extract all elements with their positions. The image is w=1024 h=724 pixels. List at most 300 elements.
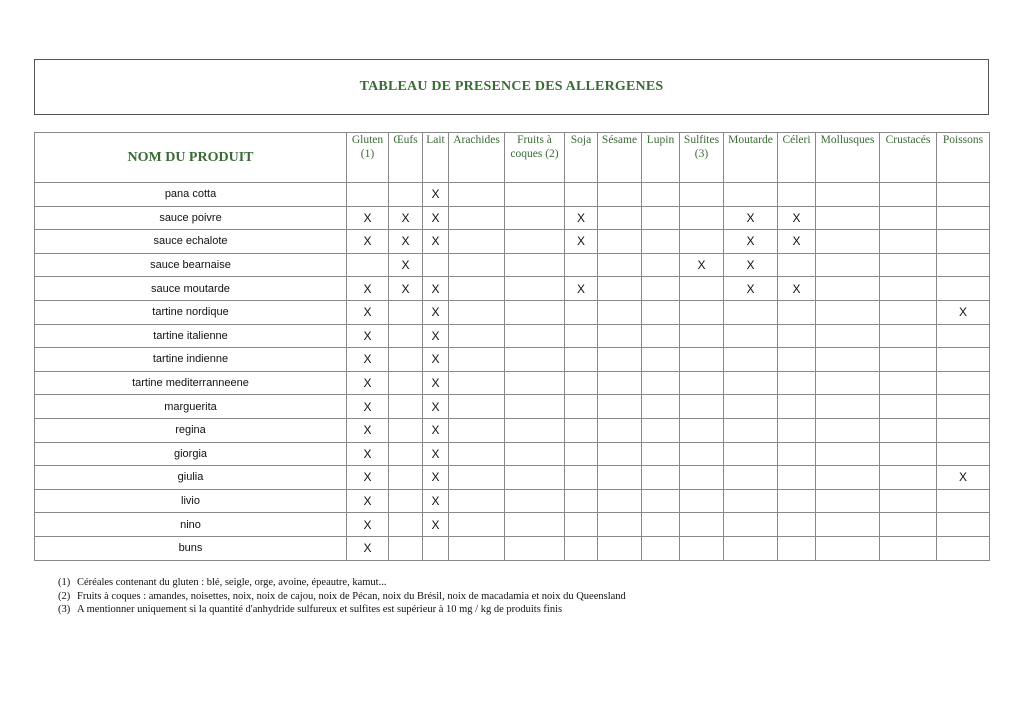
allergen-cell bbox=[389, 536, 423, 560]
allergen-cell bbox=[778, 183, 816, 207]
allergen-cell bbox=[565, 395, 598, 419]
allergen-cell bbox=[937, 536, 990, 560]
allergen-cell: X bbox=[423, 348, 449, 372]
column-label: Lait bbox=[426, 134, 445, 146]
column-label: Arachides bbox=[453, 134, 500, 146]
allergen-cell: X bbox=[423, 513, 449, 537]
allergen-cell bbox=[880, 442, 937, 466]
allergen-cell bbox=[642, 324, 680, 348]
table-header-row bbox=[35, 133, 990, 183]
allergen-cell bbox=[598, 466, 642, 490]
allergen-cell bbox=[880, 348, 937, 372]
allergen-cell bbox=[449, 513, 505, 537]
allergen-cell: X bbox=[778, 206, 816, 230]
column-header bbox=[347, 133, 389, 183]
allergen-cell bbox=[642, 183, 680, 207]
allergen-cell bbox=[880, 466, 937, 490]
allergen-cell bbox=[389, 324, 423, 348]
allergen-cell bbox=[816, 442, 880, 466]
product-name: tartine mediterranneene bbox=[35, 371, 347, 395]
allergen-cell bbox=[565, 371, 598, 395]
allergen-cell: X bbox=[423, 395, 449, 419]
allergen-cell bbox=[347, 183, 389, 207]
allergen-cell bbox=[505, 489, 565, 513]
allergen-cell bbox=[937, 230, 990, 254]
allergen-cell bbox=[389, 300, 423, 324]
allergen-cell bbox=[505, 348, 565, 372]
allergen-cell bbox=[816, 253, 880, 277]
allergen-cell bbox=[880, 253, 937, 277]
allergen-cell bbox=[937, 253, 990, 277]
allergen-cell bbox=[724, 442, 778, 466]
allergen-cell bbox=[598, 206, 642, 230]
allergen-cell bbox=[680, 371, 724, 395]
allergen-cell bbox=[680, 536, 724, 560]
allergen-cell bbox=[642, 395, 680, 419]
allergen-cell bbox=[565, 348, 598, 372]
allergen-cell bbox=[778, 442, 816, 466]
allergen-cell bbox=[816, 300, 880, 324]
allergen-cell: X bbox=[347, 277, 389, 301]
allergen-cell bbox=[880, 513, 937, 537]
table-row bbox=[35, 466, 990, 490]
allergen-cell: X bbox=[347, 489, 389, 513]
column-note: coques (2) bbox=[510, 148, 559, 160]
allergen-cell: X bbox=[423, 206, 449, 230]
table-row bbox=[35, 513, 990, 537]
allergen-cell: X bbox=[389, 206, 423, 230]
footnote-number: (3) bbox=[58, 604, 71, 615]
allergen-cell bbox=[680, 418, 724, 442]
allergen-cell bbox=[449, 206, 505, 230]
product-name: marguerita bbox=[35, 395, 347, 419]
allergen-cell: X bbox=[423, 230, 449, 254]
column-label: Crustacés bbox=[885, 134, 931, 146]
column-label: Sulfites bbox=[683, 134, 720, 146]
allergen-cell bbox=[816, 536, 880, 560]
table-row bbox=[35, 300, 990, 324]
product-name: giorgia bbox=[35, 442, 347, 466]
allergen-cell bbox=[565, 536, 598, 560]
allergen-cell bbox=[880, 324, 937, 348]
table-row bbox=[35, 489, 990, 513]
allergen-cell bbox=[505, 442, 565, 466]
allergen-cell bbox=[724, 300, 778, 324]
allergen-cell bbox=[880, 277, 937, 301]
column-label: Céleri bbox=[782, 134, 811, 146]
column-header bbox=[505, 133, 565, 183]
product-name: sauce moutarde bbox=[35, 277, 347, 301]
allergen-cell bbox=[724, 371, 778, 395]
allergen-cell: X bbox=[565, 206, 598, 230]
allergen-cell: X bbox=[724, 206, 778, 230]
allergen-cell bbox=[724, 418, 778, 442]
allergen-cell bbox=[680, 395, 724, 419]
allergen-cell bbox=[816, 395, 880, 419]
allergen-cell bbox=[389, 395, 423, 419]
allergen-cell: X bbox=[937, 300, 990, 324]
allergen-cell bbox=[680, 442, 724, 466]
column-header bbox=[565, 133, 598, 183]
allergen-cell: X bbox=[423, 300, 449, 324]
allergen-cell bbox=[565, 183, 598, 207]
footnote-text: A mentionner uniquement si la quantité d'anhydride sulfureux et sulfites est supérieur à 10 mg / kg de produits finis bbox=[77, 604, 563, 615]
allergen-cell bbox=[778, 253, 816, 277]
table-row bbox=[35, 324, 990, 348]
allergen-cell bbox=[937, 277, 990, 301]
allergen-cell bbox=[598, 277, 642, 301]
column-label: Poissons bbox=[942, 134, 984, 146]
allergen-cell bbox=[505, 371, 565, 395]
column-note: (3) bbox=[694, 148, 709, 160]
allergen-cell: X bbox=[347, 300, 389, 324]
product-name: pana cotta bbox=[35, 183, 347, 207]
allergen-cell bbox=[505, 277, 565, 301]
table-row bbox=[35, 230, 990, 254]
allergen-cell bbox=[449, 489, 505, 513]
allergen-cell bbox=[816, 206, 880, 230]
allergen-cell: X bbox=[347, 513, 389, 537]
allergen-cell bbox=[816, 183, 880, 207]
column-header bbox=[680, 133, 724, 183]
allergen-cell bbox=[937, 489, 990, 513]
allergen-cell: X bbox=[565, 230, 598, 254]
allergen-cell bbox=[642, 418, 680, 442]
table-row bbox=[35, 206, 990, 230]
product-name: buns bbox=[35, 536, 347, 560]
allergen-cell bbox=[642, 253, 680, 277]
allergen-cell: X bbox=[423, 418, 449, 442]
allergen-cell bbox=[778, 395, 816, 419]
allergen-cell bbox=[642, 348, 680, 372]
allergen-cell bbox=[598, 489, 642, 513]
column-header bbox=[778, 133, 816, 183]
allergen-cell bbox=[505, 536, 565, 560]
allergen-cell bbox=[816, 348, 880, 372]
allergen-cell bbox=[816, 466, 880, 490]
column-label: Mollusques bbox=[820, 134, 875, 146]
allergen-cell bbox=[505, 466, 565, 490]
allergen-cell bbox=[937, 206, 990, 230]
allergen-cell bbox=[505, 418, 565, 442]
footnote-text: Fruits à coques : amandes, noisettes, noix, noix de cajou, noix de Pécan, noix du Brésil, noix de macadamia et noix du Queensland bbox=[77, 590, 626, 602]
allergen-cell: X bbox=[680, 253, 724, 277]
table-row bbox=[35, 277, 990, 301]
allergen-cell bbox=[880, 230, 937, 254]
product-name: sauce echalote bbox=[35, 230, 347, 254]
footnote bbox=[58, 603, 626, 617]
allergen-cell bbox=[565, 489, 598, 513]
allergen-cell bbox=[565, 300, 598, 324]
product-name-header: NOM DU PRODUIT bbox=[35, 133, 347, 183]
product-name: tartine italienne bbox=[35, 324, 347, 348]
allergen-cell bbox=[778, 348, 816, 372]
allergen-cell: X bbox=[724, 253, 778, 277]
column-header bbox=[423, 133, 449, 183]
table-row bbox=[35, 395, 990, 419]
allergen-cell bbox=[565, 442, 598, 466]
allergen-cell bbox=[642, 513, 680, 537]
allergen-cell bbox=[389, 183, 423, 207]
allergen-cell bbox=[642, 489, 680, 513]
allergen-cell: X bbox=[423, 489, 449, 513]
footnote-number: (2) bbox=[58, 590, 71, 602]
allergen-cell bbox=[449, 277, 505, 301]
allergen-cell bbox=[680, 300, 724, 324]
allergen-cell: X bbox=[347, 536, 389, 560]
product-name: regina bbox=[35, 418, 347, 442]
allergen-cell bbox=[565, 418, 598, 442]
allergen-cell bbox=[598, 395, 642, 419]
allergen-cell: X bbox=[389, 253, 423, 277]
allergen-cell: X bbox=[347, 418, 389, 442]
allergen-cell bbox=[680, 206, 724, 230]
allergen-cell bbox=[642, 371, 680, 395]
allergen-cell: X bbox=[423, 277, 449, 301]
allergen-cell bbox=[937, 371, 990, 395]
allergen-cell bbox=[816, 277, 880, 301]
allergen-cell bbox=[505, 206, 565, 230]
column-label: Sésame bbox=[601, 134, 638, 146]
allergen-cell bbox=[680, 277, 724, 301]
column-label: Fruits à bbox=[517, 134, 552, 146]
allergen-cell bbox=[598, 324, 642, 348]
allergen-cell: X bbox=[778, 230, 816, 254]
allergen-cell: X bbox=[423, 183, 449, 207]
allergen-cell bbox=[565, 466, 598, 490]
table-row bbox=[35, 371, 990, 395]
allergen-cell: X bbox=[347, 466, 389, 490]
allergen-cell bbox=[724, 395, 778, 419]
allergen-cell bbox=[778, 466, 816, 490]
allergen-cell bbox=[389, 466, 423, 490]
column-header bbox=[389, 133, 423, 183]
allergen-cell bbox=[680, 183, 724, 207]
allergen-cell bbox=[449, 536, 505, 560]
allergen-cell bbox=[880, 300, 937, 324]
allergen-cell bbox=[778, 513, 816, 537]
allergen-cell bbox=[347, 253, 389, 277]
allergen-cell bbox=[778, 300, 816, 324]
allergen-cell bbox=[449, 324, 505, 348]
allergen-cell bbox=[598, 253, 642, 277]
allergen-cell bbox=[598, 536, 642, 560]
allergen-cell: X bbox=[347, 324, 389, 348]
table-row bbox=[35, 183, 990, 207]
allergen-cell bbox=[724, 466, 778, 490]
column-label: Soja bbox=[570, 134, 592, 146]
footnote bbox=[58, 590, 626, 604]
allergen-cell bbox=[449, 466, 505, 490]
allergen-cell bbox=[642, 466, 680, 490]
column-header bbox=[449, 133, 505, 183]
allergen-cell bbox=[449, 253, 505, 277]
allergen-cell bbox=[449, 442, 505, 466]
column-note: (1) bbox=[360, 148, 375, 160]
allergen-cell bbox=[389, 442, 423, 466]
allergen-cell: X bbox=[347, 230, 389, 254]
table-row bbox=[35, 253, 990, 277]
allergen-cell bbox=[724, 324, 778, 348]
allergen-cell bbox=[778, 489, 816, 513]
allergen-cell bbox=[816, 230, 880, 254]
allergen-cell bbox=[598, 230, 642, 254]
allergen-cell bbox=[778, 536, 816, 560]
table-row bbox=[35, 418, 990, 442]
column-label: Moutarde bbox=[728, 134, 773, 146]
footnotes bbox=[58, 576, 626, 617]
allergen-cell bbox=[816, 513, 880, 537]
allergen-cell bbox=[816, 324, 880, 348]
allergen-cell bbox=[505, 513, 565, 537]
allergen-cell: X bbox=[347, 348, 389, 372]
product-name: sauce bearnaise bbox=[35, 253, 347, 277]
allergen-cell bbox=[598, 513, 642, 537]
allergen-cell: X bbox=[347, 442, 389, 466]
allergen-cell bbox=[505, 324, 565, 348]
product-name: tartine nordique bbox=[35, 300, 347, 324]
allergen-cell bbox=[680, 324, 724, 348]
allergen-cell bbox=[449, 348, 505, 372]
allergen-cell bbox=[642, 442, 680, 466]
column-label: Gluten bbox=[351, 134, 384, 146]
allergen-cell bbox=[642, 230, 680, 254]
allergen-cell bbox=[937, 442, 990, 466]
allergen-cell: X bbox=[423, 324, 449, 348]
allergen-cell bbox=[505, 300, 565, 324]
allergen-cell bbox=[724, 183, 778, 207]
allergen-cell bbox=[937, 395, 990, 419]
allergen-cell bbox=[449, 395, 505, 419]
allergen-cell bbox=[642, 300, 680, 324]
column-label: Œufs bbox=[393, 134, 418, 146]
allergen-cell: X bbox=[389, 230, 423, 254]
allergen-cell bbox=[642, 206, 680, 230]
allergen-cell: X bbox=[389, 277, 423, 301]
allergen-cell bbox=[598, 348, 642, 372]
allergen-cell: X bbox=[347, 395, 389, 419]
allergen-cell bbox=[449, 183, 505, 207]
table-row bbox=[35, 348, 990, 372]
allergen-cell bbox=[937, 513, 990, 537]
allergen-cell bbox=[880, 489, 937, 513]
product-name: tartine indienne bbox=[35, 348, 347, 372]
allergen-cell bbox=[937, 324, 990, 348]
allergen-cell: X bbox=[423, 442, 449, 466]
allergen-cell: X bbox=[423, 466, 449, 490]
column-label: Lupin bbox=[646, 134, 675, 146]
page-title: TABLEAU DE PRESENCE DES ALLERGENES bbox=[34, 59, 989, 115]
allergen-cell bbox=[778, 371, 816, 395]
allergen-cell bbox=[880, 183, 937, 207]
allergen-cell bbox=[680, 513, 724, 537]
allergen-cell bbox=[565, 513, 598, 537]
allergen-cell bbox=[449, 230, 505, 254]
allergen-cell bbox=[816, 371, 880, 395]
allergen-cell bbox=[680, 348, 724, 372]
allergen-cell bbox=[505, 183, 565, 207]
allergen-cell: X bbox=[778, 277, 816, 301]
footnote-number: (1) bbox=[58, 577, 71, 588]
column-header bbox=[724, 133, 778, 183]
table-row bbox=[35, 442, 990, 466]
allergen-cell bbox=[389, 513, 423, 537]
allergen-cell: X bbox=[724, 230, 778, 254]
allergen-cell bbox=[880, 206, 937, 230]
allergen-cell: X bbox=[347, 371, 389, 395]
allergen-cell bbox=[642, 536, 680, 560]
allergen-cell bbox=[778, 418, 816, 442]
allergen-cell bbox=[880, 536, 937, 560]
allergen-cell bbox=[598, 371, 642, 395]
allergen-cell bbox=[724, 513, 778, 537]
allergen-cell bbox=[505, 230, 565, 254]
allergen-cell bbox=[937, 418, 990, 442]
allergen-cell: X bbox=[565, 277, 598, 301]
allergen-cell bbox=[724, 489, 778, 513]
allergen-cell bbox=[937, 183, 990, 207]
column-header bbox=[816, 133, 880, 183]
allergen-cell bbox=[505, 253, 565, 277]
allergen-cell bbox=[724, 536, 778, 560]
allergen-table bbox=[34, 132, 990, 561]
allergen-cell bbox=[449, 418, 505, 442]
allergen-cell bbox=[880, 418, 937, 442]
allergen-cell: X bbox=[347, 206, 389, 230]
allergen-cell bbox=[389, 371, 423, 395]
column-header bbox=[880, 133, 937, 183]
allergen-cell: X bbox=[937, 466, 990, 490]
allergen-cell: X bbox=[724, 277, 778, 301]
allergen-cell bbox=[423, 536, 449, 560]
allergen-cell bbox=[642, 277, 680, 301]
allergen-cell bbox=[565, 253, 598, 277]
allergen-cell bbox=[724, 348, 778, 372]
allergen-cell bbox=[598, 418, 642, 442]
allergen-cell bbox=[680, 230, 724, 254]
allergen-cell bbox=[598, 300, 642, 324]
product-name: giulia bbox=[35, 466, 347, 490]
allergen-cell bbox=[778, 324, 816, 348]
allergen-cell bbox=[880, 395, 937, 419]
allergen-cell bbox=[937, 348, 990, 372]
allergen-cell bbox=[816, 418, 880, 442]
product-name: livio bbox=[35, 489, 347, 513]
allergen-cell: X bbox=[423, 371, 449, 395]
product-name: nino bbox=[35, 513, 347, 537]
product-name: sauce poivre bbox=[35, 206, 347, 230]
footnote-text: Céréales contenant du gluten : blé, seigle, orge, avoine, épeautre, kamut... bbox=[77, 577, 387, 588]
allergen-cell bbox=[423, 253, 449, 277]
allergen-cell bbox=[389, 348, 423, 372]
column-header bbox=[642, 133, 680, 183]
allergen-cell bbox=[680, 489, 724, 513]
allergen-cell bbox=[565, 324, 598, 348]
column-header bbox=[598, 133, 642, 183]
allergen-cell bbox=[449, 371, 505, 395]
allergen-cell bbox=[389, 489, 423, 513]
table-row bbox=[35, 536, 990, 560]
allergen-cell bbox=[389, 418, 423, 442]
allergen-cell bbox=[505, 395, 565, 419]
allergen-cell bbox=[816, 489, 880, 513]
allergen-cell bbox=[680, 466, 724, 490]
allergen-cell bbox=[880, 371, 937, 395]
allergen-cell bbox=[598, 183, 642, 207]
allergen-cell bbox=[598, 442, 642, 466]
column-header bbox=[937, 133, 990, 183]
footnote bbox=[58, 576, 626, 590]
